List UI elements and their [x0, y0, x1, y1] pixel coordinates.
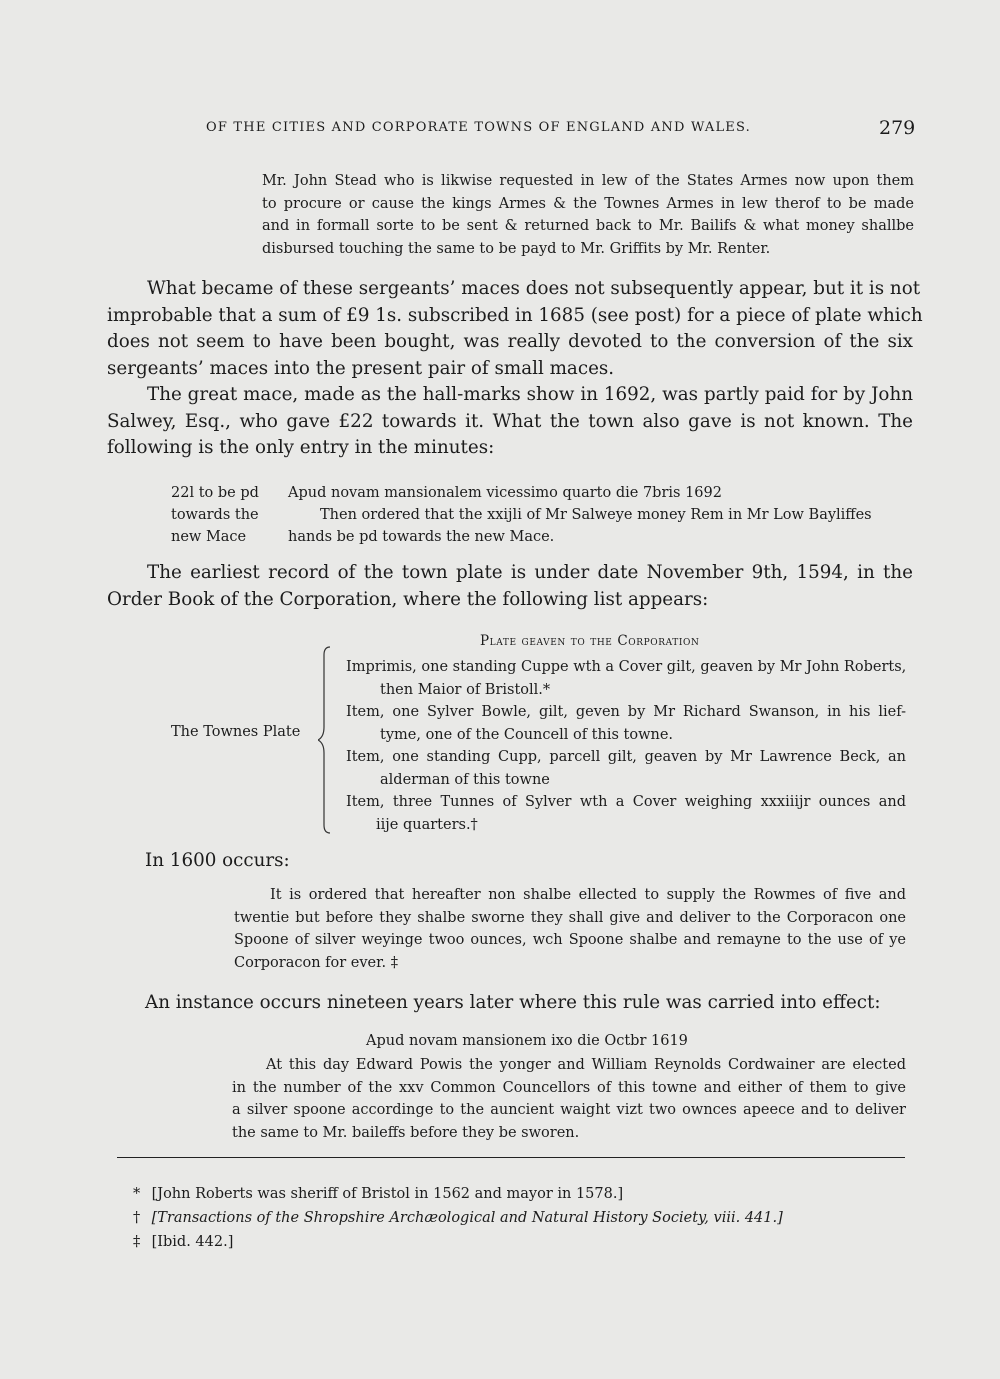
footnote [133, 1230, 233, 1254]
quote-1619 [232, 1054, 906, 1144]
footnote-text: [John Roberts was sheriff of Bristol in 1562 and mayor in 1578.] [151, 1186, 624, 1202]
paragraph-line: improbable that a sum of £9 1s. subscribed in 1685 (see post) for a piece of plate which [107, 304, 923, 326]
quote-line: in the number of the xxv Common Councellors of this towne and either of them to give [232, 1079, 906, 1096]
mace-entry-minute [288, 482, 912, 548]
quote-line: a silver spoone accordinge to the auncient waight vizt two ownces apeece and to deliver [232, 1102, 906, 1118]
plate-list-heading: Plate geaven to the Corporation [480, 633, 700, 649]
footnote-text: [Ibid. 442.] [151, 1234, 234, 1250]
quote-line: twentie but before they shalbe sworne they shall give and deliver to the Corporacon one [234, 909, 906, 926]
quote-line: It is ordered that hereafter non shalbe ellected to supply the Rowmes of five and [270, 887, 906, 903]
minute-line: Then ordered that the xxijli of Mr Salweye money Rem in Mr Low Bayliffes [320, 507, 872, 523]
paragraph-great-mace [107, 382, 913, 462]
plate-list-items [346, 656, 906, 836]
item-line: Item, one standing Cupp, parcell gilt, geaven by Mr Lawrence Beck, an [346, 749, 906, 765]
plate-list-margin-label: The Townes Plate [171, 724, 301, 740]
footnote [133, 1206, 783, 1230]
footnote-mark: ‡ [133, 1234, 141, 1250]
footnote-rule [117, 1157, 905, 1158]
paragraph-line: Order Book of the Corporation, where the following list appears: [107, 588, 709, 610]
plate-list-item [346, 746, 906, 791]
quote-line: disbursed touching the same to be payd to Mr. Griffits by Mr. Renter. [262, 240, 771, 257]
item-line: Imprimis, one standing Cuppe wth a Cover gilt, geaven by Mr John Roberts, [346, 659, 907, 675]
quote-line: Spoone of silver weyinge twoo ounces, wch Spoone shalbe and remayne to the use of ye [234, 932, 906, 948]
footnote-mark: † [133, 1210, 141, 1226]
item-line: alderman of this towne [380, 771, 550, 788]
mace-entry-margin-note [171, 482, 259, 548]
quote-spoone-order [234, 884, 906, 974]
quote-line: Corporacon for ever. ‡ [234, 954, 398, 971]
margin-note-line: towards the [171, 507, 259, 523]
item-line: Item, three Tunnes of Sylver wth a Cover weighing xxxiiijr ounces and [346, 794, 906, 810]
quote-line: At this day Edward Powis the yonger and William Reynolds Cordwainer are elected [266, 1057, 906, 1073]
page-number: 279 [879, 117, 916, 139]
paragraph-1600: In 1600 occurs: [145, 850, 290, 871]
item-line: then Maior of Bristoll.* [380, 681, 551, 698]
footnote-mark: * [133, 1186, 141, 1202]
plate-list-item [346, 656, 906, 701]
item-line: iije quarters.† [376, 816, 478, 833]
paragraph-line: The earliest record of the town plate is under date November 9th, 1594, in the [147, 562, 913, 583]
item-line: Item, one Sylver Bowle, gilt, geven by Mr Richard Swanson, in his lief- [346, 704, 906, 720]
quote-line: to procure or cause the kings Armes & the Townes Armes in lew therof to be made [262, 195, 914, 212]
footnote [133, 1182, 623, 1206]
margin-note-line: new Mace [171, 529, 247, 545]
quote-line: and in formall sorte to be sent & returned back to Mr. Bailifs & what money shallbe [262, 218, 914, 234]
paragraph-line: sergeants’ maces into the present pair of small maces. [107, 357, 615, 379]
running-head: OF THE CITIES AND CORPORATE TOWNS OF ENGLAND AND WALES. [206, 120, 751, 135]
paragraph-line: Salwey, Esq., who gave £22 towards it. What the town also gave is not known. The [107, 410, 913, 432]
paragraph-instance: An instance occurs nineteen years later where this rule was carried into effect: [145, 992, 881, 1013]
quote-line: Mr. John Stead who is likwise requested in lew of the States Armes now upon them [262, 173, 914, 189]
quote-1619-heading: Apud novam mansionem ixo die Octbr 1619 [366, 1033, 688, 1049]
minute-line: Apud novam mansionalem vicessimo quarto die 7bris 1692 [288, 485, 722, 501]
footnote-text: [Transactions of the Shropshire Archæological and Natural History Society, viii. 441.] [151, 1210, 783, 1226]
paragraph-earliest-record [107, 560, 913, 613]
item-line: tyme, one of the Councell of this towne. [380, 726, 674, 743]
quote-line: the same to Mr. baileffs before they be sworen. [232, 1124, 580, 1141]
quote-stead [262, 170, 914, 260]
paragraph-line: The great mace, made as the hall-marks show in 1692, was partly paid for by John [147, 384, 913, 405]
curly-brace-icon [318, 645, 338, 835]
plate-list-item [346, 701, 906, 746]
paragraph-line: What became of these sergeants’ maces does not subsequently appear, but it is not [147, 278, 921, 299]
minute-line: hands be pd towards the new Mace. [288, 529, 555, 545]
plate-list-item [346, 791, 906, 836]
paragraph-sergeants-maces [107, 276, 923, 382]
paragraph-line: following is the only entry in the minutes: [107, 437, 495, 458]
margin-note-line: 22l to be pd [171, 485, 259, 501]
paragraph-line: does not seem to have been bought, was really devoted to the conversion of the six [107, 331, 913, 352]
